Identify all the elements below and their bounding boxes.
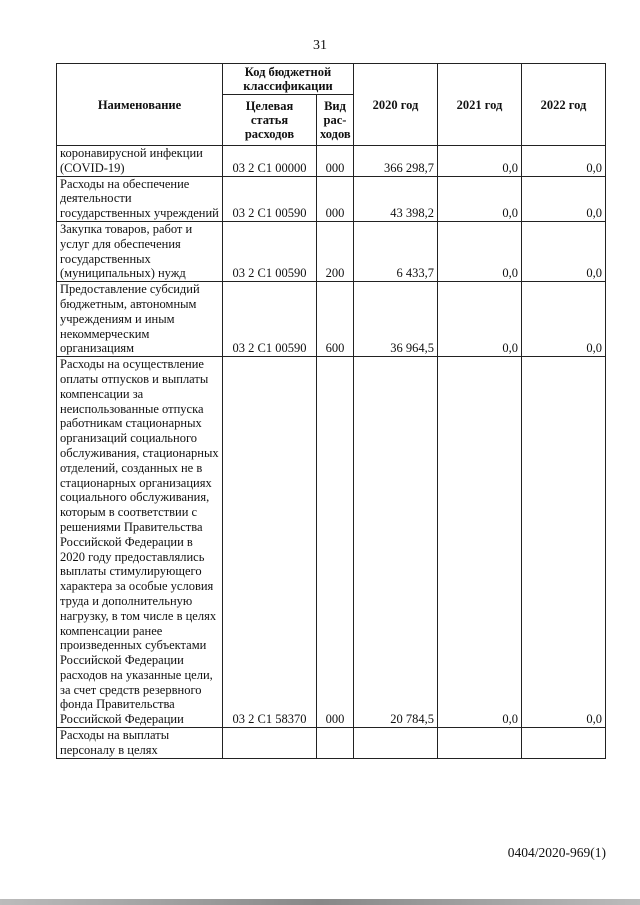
row-kind: 000 [317, 146, 354, 177]
row-2020 [354, 728, 438, 759]
row-kind: 000 [317, 176, 354, 221]
table-header [57, 64, 606, 146]
table-row [57, 728, 606, 759]
row-name: Расходы на обеспечение деятельности государственных учреждений [57, 176, 223, 221]
row-2021: 0,0 [438, 357, 522, 728]
row-2022: 0,0 [522, 176, 606, 221]
row-2021: 0,0 [438, 282, 522, 357]
row-2022: 0,0 [522, 357, 606, 728]
row-2021: 0,0 [438, 221, 522, 281]
row-kind [317, 728, 354, 759]
row-2020: 6 433,7 [354, 221, 438, 281]
header-2020: 2020 год [354, 64, 438, 146]
row-code: 03 2 С1 00000 [223, 146, 317, 177]
row-name: коронавирусной инфекции (COVID-19) [57, 146, 223, 177]
table-row [57, 146, 606, 177]
header-2021: 2021 год [438, 64, 522, 146]
row-kind: 600 [317, 282, 354, 357]
row-code [223, 728, 317, 759]
document-code: 0404/2020-969(1) [507, 845, 606, 860]
row-kind: 200 [317, 221, 354, 281]
row-code: 03 2 С1 58370 [223, 357, 317, 728]
row-2021: 0,0 [438, 176, 522, 221]
header-2022: 2022 год [522, 64, 606, 146]
row-code: 03 2 С1 00590 [223, 176, 317, 221]
header-target-article: Целевая статья расходов [223, 95, 317, 146]
row-2022: 0,0 [522, 146, 606, 177]
table-row [57, 221, 606, 281]
scan-edge-strip [0, 899, 640, 905]
row-2020: 43 398,2 [354, 176, 438, 221]
header-expense-type: Вид рас-ходов [317, 95, 354, 146]
row-code: 03 2 С1 00590 [223, 282, 317, 357]
row-2022: 0,0 [522, 282, 606, 357]
row-2022: 0,0 [522, 221, 606, 281]
header-code-group: Код бюджетной классификации [223, 64, 354, 95]
table-row [57, 282, 606, 357]
row-name: Предоставление субсидий бюджетным, автономным учреждениям и иным некоммерческим организациям [57, 282, 223, 357]
row-2021 [438, 728, 522, 759]
row-2022 [522, 728, 606, 759]
table-row [57, 357, 606, 728]
row-code: 03 2 С1 00590 [223, 221, 317, 281]
header-name: Наименование [57, 64, 223, 146]
page-number: 31 [313, 38, 327, 53]
row-2021: 0,0 [438, 146, 522, 177]
row-kind: 000 [317, 357, 354, 728]
row-name: Расходы на осуществление оплаты отпусков и выплаты компенсации за неиспользованные отпуска работникам стационарных организаций социального обслуживания, стационарных отделений, созданных не в стационарных организациях социального обслуживания, которым в соответствии с решениями Правительства Российской Федерации в 2020 году предоставлялись выплаты стимулирующего характера за особые условия труда и дополнительную нагрузку, в том числе в целях компенсации ранее произведенных субъектами Российской Федерации расходов на указанные цели, за счет средств резервного фонда Правительства Российской Федерации [57, 357, 223, 728]
table-row [57, 176, 606, 221]
row-2020: 20 784,5 [354, 357, 438, 728]
row-2020: 366 298,7 [354, 146, 438, 177]
row-name: Расходы на выплаты персоналу в целях [57, 728, 223, 759]
row-name: Закупка товаров, работ и услуг для обеспечения государственных (муниципальных) нужд [57, 221, 223, 281]
budget-table [56, 63, 606, 759]
row-2020: 36 964,5 [354, 282, 438, 357]
